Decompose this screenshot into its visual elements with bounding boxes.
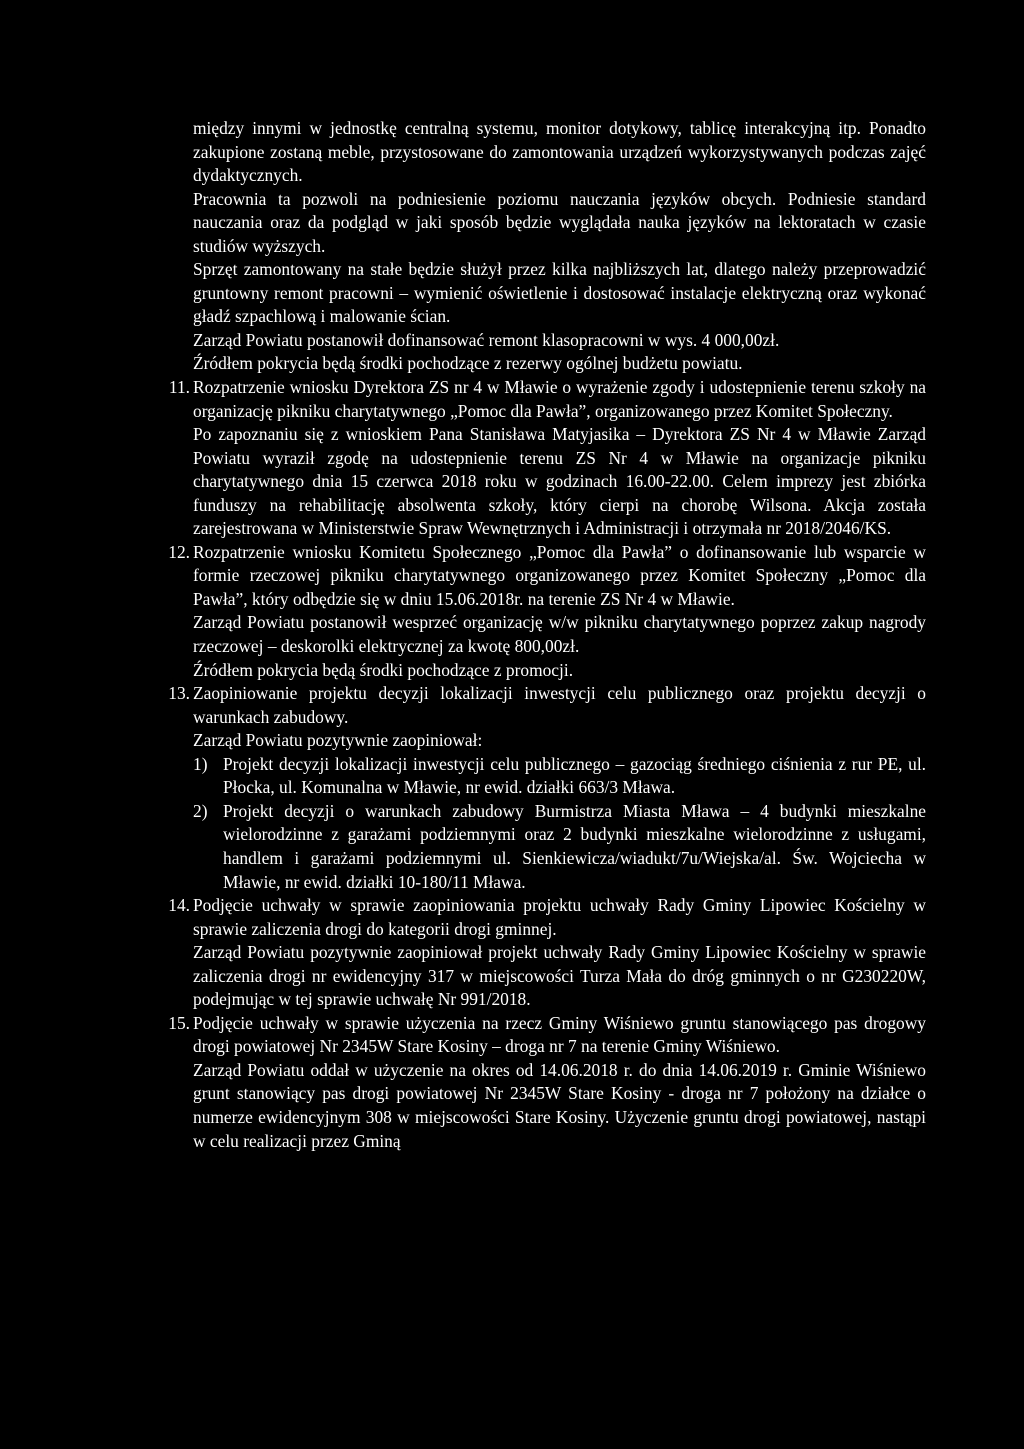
item-paragraph: Zarząd Powiatu oddał w użyczenie na okres od 14.06.2018 r. do dnia 14.06.2019 r. Gminie Wiśniewo grunt stanowiący pas drogi powiatowej Nr 2345W Stare Kosiny - droga nr 7 położony na działce o numerze ewidencyjnym 308 w miejscowości Stare Kosiny. Użyczenie gruntu drogi powiatowej, nastąpi w celu realizacji przez Gminą	[193, 1059, 926, 1151]
sub-item-text: Projekt decyzji lokalizacji inwestycji celu publicznego – gazociąg średniego ciśnienia z rur PE, ul. Płocka, ul. Komunalna w Mławie, nr ewid. działki 663/3 Mława.	[223, 753, 926, 798]
item-paragraph: Źródłem pokrycia będą środki pochodzące z promocji.	[193, 659, 574, 680]
document-body	[168, 117, 926, 1153]
sub-item-text: Projekt decyzji o warunkach zabudowy Burmistrza Miasta Mława – 4 budynki mieszkalne wielorodzinne z garażami podziemnymi oraz 2 budynki mieszkalne wielorodzinne z usługami, handlem i garażami podziemnymi ul. Sienkiewicza/wiadukt/7u/Wiejska/al. Św. Wojciecha w Mławie, nr ewid. działki 10-180/11 Mława.	[223, 800, 926, 892]
intro-paragraph-4: Zarząd Powiatu postanowił dofinansować remont klasopracowni w wys. 4 000,00zł.	[193, 329, 780, 350]
item-number: 12.	[168, 541, 190, 562]
intro-paragraph-1: między innymi w jednostkę centralną systemu, monitor dotykowy, tablicę interakcyjną itp. Ponadto zakupione zostaną meble, przystosowane do zamontowania urządzeń wykorzystywanych podczas zajęć dydaktycznych.	[193, 118, 926, 186]
item-paragraph: Podjęcie uchwały w sprawie użyczenia na rzecz Gminy Wiśniewo gruntu stanowiącego pas drogowy drogi powiatowej Nr 2345W Stare Kosiny – droga nr 7 na terenie Gminy Wiśniewo.	[193, 1012, 926, 1057]
item-paragraph: Podjęcie uchwały w sprawie zaopiniowania projektu uchwały Rady Gminy Lipowiec Kościelny w sprawie zaliczenia drogi do kategorii drogi gminnej.	[193, 895, 926, 939]
item-paragraph: Rozpatrzenie wniosku Dyrektora ZS nr 4 w Mławie o wyrażenie zgody i udostepnienie terenu szkoły na organizację pikniku charytatywnego „Pomoc dla Pawła”, organizowanego przez Komitet Społeczny.	[193, 377, 926, 421]
item-paragraph: Zarząd Powiatu pozytywnie zaopiniował projekt uchwały Rady Gminy Lipowiec Kościelny w sprawie zaliczenia drogi nr ewidencyjny 317 w miejscowości Turza Mała do dróg gminnych o nr G230220W, podejmując w tej sprawie uchwałę Nr 991/2018.	[193, 942, 926, 1010]
agenda-item-13	[168, 682, 926, 894]
item-paragraph: Zaopiniowanie projektu decyzji lokalizacji inwestycji celu publicznego oraz projektu decyzji o warunkach zabudowy.	[193, 683, 926, 727]
item-paragraph: Po zapoznaniu się z wnioskiem Pana Stanisława Matyjasika – Dyrektora ZS Nr 4 w Mławie Zarząd Powiatu wyraził zgodę na udostepnienie terenu ZS Nr 4 w Mławie na organizacje pikniku charytatywnego dnia 15 czerwca 2018 roku w godzinach 16.00-22.00. Celem imprezy jest zbiórka funduszy na rehabilitację absolwenta szkoły, który cierpi na chorobę Wilsona. Akcja została zarejestrowana w Ministerstwie Spraw Wewnętrznych i Administracji i otrzymała nr 2018/2046/KS.	[193, 424, 926, 539]
agenda-item-14	[168, 894, 926, 1012]
agenda-item-15	[168, 1012, 926, 1153]
intro-paragraph-3: Sprzęt zamontowany na stałe będzie służył przez kilka najbliższych lat, dlatego należy przeprowadzić gruntowny remont pracowni – wymienić oświetlenie i dostosować instalacje elektryczną oraz wykonać gładź szpachlową i malowanie ścian.	[193, 259, 926, 327]
item-number: 15.	[168, 1012, 190, 1033]
agenda-item-12	[168, 541, 926, 682]
sub-item-number: 1)	[193, 753, 208, 774]
item-paragraph: Zarząd Powiatu postanowił wesprzeć organizację w/w pikniku charytatywnego poprzez zakup nagrody rzeczowej – deskorolki elektrycznej za kwotę 800,00zł.	[193, 612, 926, 657]
intro-paragraph-2: Pracownia ta pozwoli na podniesienie poziomu nauczania języków obcych. Podniesie standard nauczania oraz da podgląd w jaki sposób będzie wyglądała nauka języków na lektoratach w czasie studiów wyższych.	[193, 188, 926, 256]
item-number: 11.	[168, 377, 190, 398]
sub-item-1	[193, 753, 926, 800]
sub-item-2	[193, 800, 926, 894]
agenda-item-11	[168, 376, 926, 541]
item-number: 13.	[168, 683, 190, 704]
intro-paragraph-5: Źródłem pokrycia będą środki pochodzące z rezerwy ogólnej budżetu powiatu.	[193, 353, 743, 374]
item-paragraph: Rozpatrzenie wniosku Komitetu Społecznego „Pomoc dla Pawła” o dofinansowanie lub wsparcie w formie rzeczowej pikniku charytatywnego organizowanego przez Komitet Społeczny „Pomoc dla Pawła”, który odbędzie się w dniu 15.06.2018r. na terenie ZS Nr 4 w Mławie.	[193, 541, 926, 609]
item-number: 14.	[168, 895, 190, 916]
sub-item-number: 2)	[193, 800, 208, 821]
item-paragraph: Zarząd Powiatu pozytywnie zaopiniował:	[193, 730, 483, 751]
